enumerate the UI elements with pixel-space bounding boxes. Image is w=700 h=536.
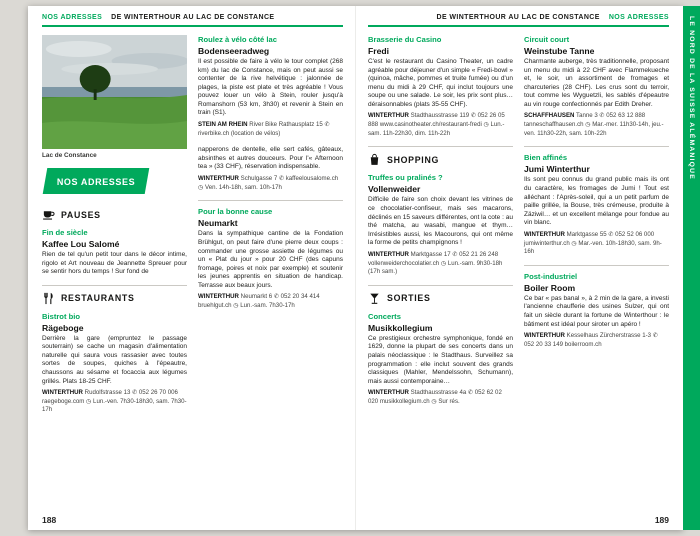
section-pauses-label: PAUSES — [61, 209, 101, 220]
entry-kicker: Pour la bonne cause — [198, 207, 273, 217]
chapter-edge-tab-label: LE NORD DE LA SUISSE ALÉMANIQUE — [688, 16, 695, 180]
entry-kicker: Concerts — [368, 311, 401, 321]
header-chapter-title: DE WINTERTHOUR AU LAC DE CONSTANCE — [111, 14, 275, 21]
section-restaurants — [42, 292, 187, 305]
section-sorties-label: SORTIES — [387, 293, 431, 304]
entry-rageboge — [42, 312, 187, 415]
divider — [368, 285, 513, 286]
contact-city: WINTERTHUR — [42, 389, 83, 397]
entry-body: Ils sont peu connus du grand public mais ils ont du caractère, les fromages de Jumi ! Tout est alléchant : l'Après-soleil, qui a un petit parfum de paille grillée, la Bouse, très crémeuse, produite à Zäziwil… et un excellent mélange pour fondue au vin blanc. — [524, 176, 669, 227]
page-number-left: 188 — [42, 515, 57, 525]
entry-kaffee-lou-salome — [42, 228, 187, 277]
left-page-header — [42, 14, 343, 27]
section-sorties — [368, 292, 513, 305]
right-columns — [368, 35, 669, 524]
divider — [524, 146, 669, 147]
entry-jumi — [524, 153, 669, 256]
entry-neumarkt — [198, 207, 343, 310]
entry-body: Charmante auberge, très traditionnelle, proposant un menu du midi à 22 CHF avec Flammekueche et, le soir, un assortiment de fromages et charcuteries (28 CHF). Les crus sont du terroir, tout comme les Wyguetzli, les sablés d'épeautre au vin rouge confectionnés par Edith Dreher. — [524, 58, 669, 108]
book-spread — [28, 6, 683, 530]
page-left — [28, 6, 355, 530]
entry-contact — [524, 231, 669, 257]
entry-kicker: Brasserie du Casino — [368, 35, 442, 44]
right-col-1 — [368, 35, 513, 524]
entry-body: Rien de tel qu'un petit tour dans le décor intime, rigolo et Art nouveau de Jeannette Spreuer pour se sentir hors du temps ! Sur fond de — [42, 251, 187, 276]
contact-city: WINTERTHUR — [368, 250, 409, 258]
contact-details: Kesselhaus Zürcherstrasse 1-3 ✆ 052 20 33 149 boilerroom.ch — [524, 332, 658, 348]
entry-kicker: Bien affinés — [524, 153, 568, 163]
entry-contact — [198, 121, 343, 138]
contact-city: WINTERTHUR — [198, 175, 239, 183]
nos-adresses-badge-label: NOS ADRESSES — [56, 177, 136, 187]
contact-details: Stadthausstrasse 4a ✆ 052 62 02 020 musikkollegium.ch ◷ Sur rés. — [368, 389, 502, 405]
entry-body: Ce bar « pas banal », à 2 min de la gare, a investi l'ancienne chaufferie des usines Sulzer, qui ont fait un siècle durant la fortune de Winterthour : le bâtiment est idéal pour siroter un apéro ! — [524, 294, 669, 328]
entry-contact — [368, 389, 513, 406]
entry-title: Kaffee Lou Salomé — [42, 239, 120, 249]
entry-title: Boiler Room — [524, 282, 576, 293]
entry-boiler-room — [524, 272, 669, 350]
contact-details: Tanne 3 ✆ 052 63 12 888 tanneschaffhausen.ch ◷ Mar.-mer. 11h30-14h, jeu.-ven. 11h30-22h, sam. 10h-22h — [524, 112, 664, 137]
entry-title: Bodenseeradweg — [198, 46, 270, 56]
header-chapter-title: DE WINTERTHOUR AU LAC DE CONSTANCE — [436, 14, 600, 21]
entry-vollenweider — [368, 173, 513, 276]
left-col-2 — [198, 35, 343, 524]
entry-contact — [368, 251, 513, 277]
contact-details: Neumarkt 6 ✆ 052 20 34 414 bruehlgut.ch ◷ Lun.-sam. 7h30-17h — [198, 293, 320, 310]
entry-body: Il est possible de faire à vélo le tour complet (268 km) du lac de Constance, mais on peut aussi se contenter de la rive helvétique : jalonnée de plages, la piste est plate et très agréable ! Vous pouvez louer un vélo à Stein, rouler jusqu'à Romanshorn (53 km, 3h30) et revenir à Stein en train (S1). — [198, 58, 343, 117]
entry-contact — [524, 332, 669, 349]
entry-body: Difficile de faire son choix devant les vitrines de ce chocolatier-confiseur, mais ses macarons, déclinés en 15 saveurs différentes, ont la cote : au thé matcha, au wasabi, mangue et thym… Irrésistibles aussi, les Macourons, qui ont même la forme de petits champignons ! — [368, 196, 513, 247]
entry-body: Dans la sympathique cantine de la Fondation Brühlgut, on peut faire d'une pierre deux coups : commander une grosse assiette de légumes ou un « Plat du jour » pour 20 CHF (des capuns fromage, poires et noix par exemple) et soutenir les jeunes apprentis en situation de handicap. Terrasse aux beaux jours. — [198, 230, 343, 289]
divider — [368, 146, 513, 147]
chapter-edge-tab — [683, 6, 700, 530]
right-page-header — [368, 14, 669, 27]
entry-kicker: Fin de siècle — [42, 228, 88, 237]
left-columns — [42, 35, 343, 524]
entry-title: Musikkollegium — [368, 322, 433, 333]
entry-fredi — [368, 35, 513, 138]
entry-title: Vollenweider — [368, 184, 421, 195]
header-section-label: NOS ADRESSES — [42, 14, 103, 21]
section-pauses — [42, 208, 187, 221]
section-restaurants-label: RESTAURANTS — [61, 293, 135, 304]
page-right — [355, 6, 683, 530]
cocktail-glass-icon — [368, 292, 381, 305]
entry-title: Neumarkt — [198, 218, 238, 229]
entry-contact — [42, 389, 187, 415]
entry-weinstube-tanne — [524, 35, 669, 138]
coffee-cup-icon — [42, 208, 55, 221]
entry-contact — [198, 293, 343, 310]
right-col-2 — [524, 35, 669, 524]
contact-details: Marktgasse 17 ✆ 052 21 26 248 vollenweiderchocolatier.ch ◷ Lun.-sam. 9h30-18h (17h sam.) — [368, 250, 503, 276]
entry-title: Rägeboge — [42, 322, 84, 333]
entry-body-continued: napperons de dentelle, elle sert cafés, gâteaux, absinthes et autres douceurs. Pour l'« Afternoon tea » (33 CHF), réservation indispensable. — [198, 146, 343, 171]
contact-details: Stadthausstrasse 119 ✆ 052 26 05 888 www.casinotheater.ch/restaurant-fredi ◷ Lun.-sam. 11h-22h30, dim. 11h-22h — [368, 112, 505, 137]
contact-city: WINTERTHUR — [524, 230, 565, 238]
entry-body: C'est le restaurant du Casino Theater, un cadre agréable pour déjeuner d'un simple « Fredi-bowl » (quinoa, mâche, pommes et truite fumée) ou d'un menu du midi à 29 CHF, qui inclut toujours une soupe ou une salade. Le soir, les prix sont plus… déraisonnables (plats 35-55 CHF). — [368, 58, 513, 108]
section-shopping — [368, 153, 513, 166]
entry-kaffee-continuation — [198, 146, 343, 192]
divider — [198, 200, 343, 201]
contact-city: WINTERTHUR — [524, 332, 565, 340]
photo-caption: Lac de Constance — [42, 152, 97, 159]
entry-kicker: Circuit court — [524, 35, 570, 44]
contact-details: Rudolfstrasse 13 ✆ 052 26 70 006 raegeboge.com ◷ Lun.-ven. 7h30-18h30, sam. 7h30-17h — [42, 389, 187, 414]
page-number-right: 189 — [654, 515, 669, 525]
left-col-1 — [42, 35, 187, 524]
entry-kicker: Roulez à vélo côté lac — [198, 35, 277, 44]
contact-city: STEIN AM RHEIN — [198, 121, 248, 129]
entry-title: Fredi — [368, 46, 390, 56]
contact-details: Marktgasse 55 ✆ 052 52 06 000 jumiwinterthur.ch ◷ Mar.-ven. 10h-18h30, sam. 9h-16h — [524, 230, 662, 256]
entry-musikkollegium — [368, 312, 513, 407]
section-shopping-label: SHOPPING — [387, 154, 440, 165]
entry-title: Weinstube Tanne — [524, 46, 595, 56]
entry-body: Derrière la gare (empruntez le passage souterrain) se cache un magasin d'alimentation naturelle qui saura vous rassasier avec toutes sortes de soupes, quiches à l'épeautre, chaussons au sésame et focaccia aux légumes grillés. Plats 18-25 CHF. — [42, 334, 187, 385]
contact-city: WINTERTHUR — [368, 112, 409, 120]
contact-details: River Bike Rathausplatz 15 ✆ riverbike.ch (location de vélos) — [198, 121, 330, 137]
fork-knife-icon — [42, 292, 55, 305]
contact-city: WINTERTHUR — [198, 293, 239, 301]
contact-city: WINTERTHUR — [368, 389, 409, 397]
shopping-bag-icon — [368, 153, 381, 166]
contact-city: SCHAFFHAUSEN — [524, 112, 575, 120]
entry-contact — [198, 175, 343, 192]
entry-body: Ce prestigieux orchestre symphonique, fondé en 1629, donne la plupart de ses concerts dans un palais néoclassique : le Stadthaus. Surveillez sa programmation : elle inclut souvent des grands classiques (Mahler, Mendelssohn, Schumann), mais aussi contemporaine… — [368, 334, 513, 385]
entry-contact — [524, 112, 669, 138]
entry-title: Jumi Winterthur — [524, 164, 590, 175]
entry-contact — [368, 112, 513, 138]
entry-kicker: Bistrot bio — [42, 311, 80, 321]
lake-constance-photo — [42, 35, 187, 149]
contact-details: Schulgasse 7 ✆ kaffeelousalome.ch ◷ Ven. 14h-18h, sam. 10h-17h — [198, 175, 339, 191]
divider — [42, 285, 187, 286]
divider — [524, 265, 669, 266]
entry-kicker: Post-industriel — [524, 271, 578, 281]
header-section-label: NOS ADRESSES — [608, 14, 669, 21]
entry-bodenseeradweg — [198, 35, 343, 138]
entry-kicker: Truffes ou pralinés ? — [368, 173, 443, 183]
nos-adresses-badge — [43, 168, 150, 194]
